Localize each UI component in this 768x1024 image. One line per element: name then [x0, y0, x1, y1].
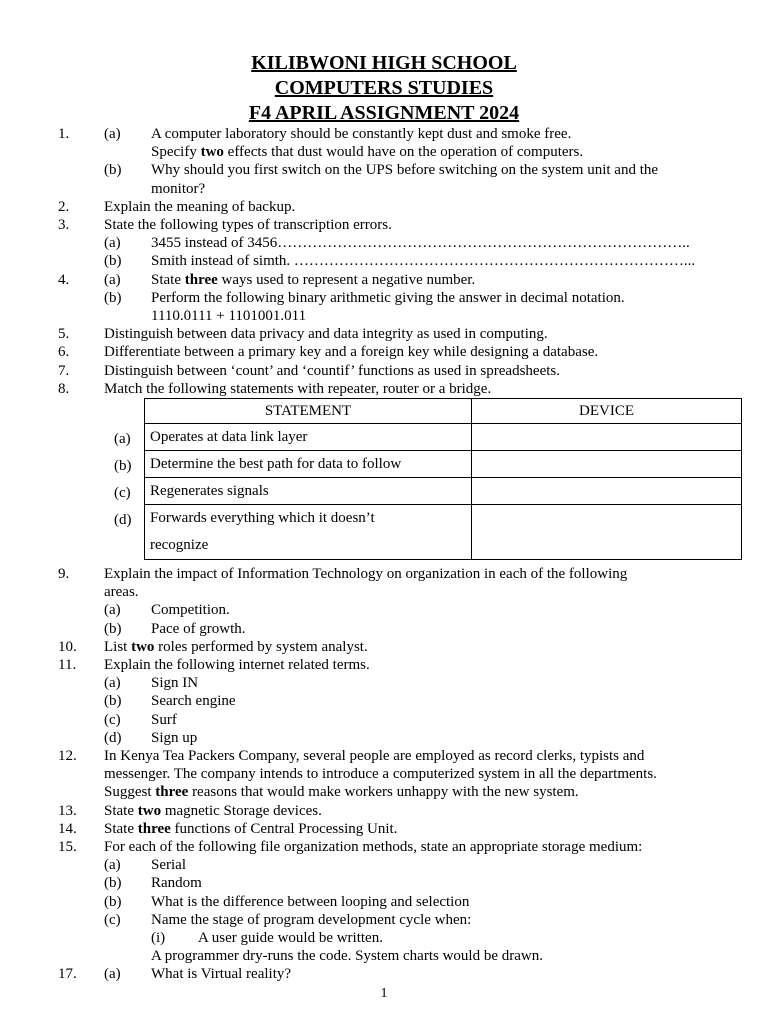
sub-label: (c)	[104, 711, 121, 728]
question-text: Perform the following binary arithmetic giving the answer in decimal notation.	[151, 289, 625, 306]
question-number: 1.	[58, 126, 70, 142]
sub-label: (d)	[104, 729, 122, 746]
question-text: Pace of growth.	[151, 620, 246, 637]
sub-label: (a)	[104, 602, 121, 619]
sub-label: (a)	[104, 271, 121, 288]
row-label: (c)	[114, 484, 131, 501]
question-text: In Kenya Tea Packers Company, several people are employed as record clerks, typists and	[104, 748, 645, 764]
sub-sub-label: (i)	[151, 930, 166, 946]
question-number: 3.	[58, 217, 70, 233]
table-cell-statement: Operates at data link layer	[145, 424, 472, 451]
question-text: Why should you first switch on the UPS before switching on the system unit and the	[151, 162, 659, 179]
question-text: State the following types of transcription errors.	[104, 217, 392, 233]
question-number: 4.	[58, 271, 70, 288]
row-label: (b)	[114, 457, 132, 474]
question-text: Match the following statements with repeater, router or a bridge.	[104, 380, 492, 397]
sub-label: (b)	[104, 289, 122, 306]
school-name: KILIBWONI HIGH SCHOOL	[251, 52, 517, 74]
question-text: Sign IN	[151, 675, 199, 692]
question-text: What is the difference between looping and selection	[151, 893, 470, 910]
question-number: 17.	[58, 966, 77, 983]
sub-label: (b)	[104, 620, 122, 637]
question-text: Distinguish between ‘count’ and ‘countif’ functions as used in spreadsheets.	[104, 362, 560, 379]
assignment-title: F4 APRIL ASSIGNMENT 2024	[248, 102, 520, 124]
question-text: 1110.0111 + 1101001.011	[151, 308, 307, 324]
question-number: 6.	[58, 344, 70, 361]
table-cell-statement: Determine the best path for data to follow	[145, 451, 472, 478]
question-text: areas.	[104, 584, 139, 601]
question-text: monitor?	[151, 180, 206, 197]
sub-label: (a)	[104, 235, 121, 252]
table-header-device: DEVICE	[472, 399, 742, 424]
table-cell-statement	[145, 505, 472, 560]
question-text: Differentiate between a primary key and a foreign key while designing a database.	[104, 344, 599, 361]
table-cell-device	[472, 478, 742, 505]
table-header-statement: STATEMENT	[145, 399, 472, 424]
question-text: Search engine	[151, 693, 236, 710]
question-text: Explain the following internet related terms.	[104, 657, 370, 673]
question-number: 12.	[58, 748, 77, 764]
sub-label: (a)	[104, 126, 121, 142]
question-text: messenger. The company intends to introduce a computerized system in all the departments.	[104, 766, 657, 783]
question-text: Distinguish between data privacy and data integrity as used in computing.	[104, 326, 548, 343]
question-text: Random	[151, 875, 202, 892]
question-text: A computer laboratory should be constantly kept dust and smoke free.	[151, 126, 572, 142]
question-text: A programmer dry-runs the code. System charts would be drawn.	[151, 948, 543, 965]
row-label: (a)	[114, 430, 131, 447]
table-cell-statement: Regenerates signals	[145, 478, 472, 505]
row-label: (d)	[114, 511, 132, 528]
question-number: 9.	[58, 566, 70, 582]
table-cell-device	[472, 424, 742, 451]
question-number: 8.	[58, 380, 70, 397]
question-text: Sign up	[151, 729, 198, 746]
sub-label: (a)	[104, 857, 121, 874]
question-text: Suggest three reasons that would make workers unhappy with the new system.	[104, 784, 579, 801]
question-text: Serial	[151, 857, 186, 874]
sub-label: (b)	[104, 893, 122, 910]
question-number: 14.	[58, 820, 77, 837]
question-text: Competition.	[151, 602, 230, 619]
question-number: 2.	[58, 198, 70, 215]
question-text: A user guide would be written.	[198, 930, 383, 946]
question-text: What is Virtual reality?	[151, 966, 292, 983]
sub-label: (b)	[104, 693, 122, 710]
sub-label: (b)	[104, 162, 122, 179]
sub-label: (c)	[104, 911, 121, 928]
question-text: State three functions of Central Processing Unit.	[104, 820, 398, 837]
page-number: 1	[380, 986, 388, 1001]
sub-label: (b)	[104, 875, 122, 892]
subject-title: COMPUTERS STUDIES	[274, 77, 494, 99]
question-text: Surf	[151, 711, 177, 728]
question-text: State two magnetic Storage devices.	[104, 802, 322, 819]
statement-line: Forwards everything which it doesn’t	[150, 510, 375, 526]
question-text: State three ways used to represent a negative number.	[151, 271, 476, 288]
question-text: For each of the following file organization methods, state an appropriate storage medium:	[104, 839, 643, 855]
sub-label: (b)	[104, 253, 122, 270]
question-text: Specify two effects that dust would have on the operation of computers.	[151, 144, 584, 161]
sub-label: (a)	[104, 675, 121, 692]
question-number: 5.	[58, 326, 70, 343]
question-text: Explain the impact of Information Technology on organization in each of the following	[104, 566, 628, 582]
statement-line: recognize	[150, 537, 209, 553]
match-table	[114, 398, 742, 560]
table-cell-device	[472, 505, 742, 560]
question-text: List two roles performed by system analyst.	[104, 638, 368, 655]
question-number: 15.	[58, 839, 77, 855]
question-text: Smith instead of simth. ……………………………………………………………………...	[151, 253, 696, 270]
question-number: 10.	[58, 638, 77, 655]
table-cell-device	[472, 451, 742, 478]
sub-label: (a)	[104, 966, 121, 983]
question-number: 7.	[58, 362, 70, 379]
question-number: 11.	[58, 657, 77, 673]
question-text: Explain the meaning of backup.	[104, 198, 296, 215]
question-text: Name the stage of program development cycle when:	[151, 911, 472, 928]
question-text: 3455 instead of 3456………………………………………………………………………..	[151, 235, 690, 252]
question-number: 13.	[58, 802, 77, 819]
